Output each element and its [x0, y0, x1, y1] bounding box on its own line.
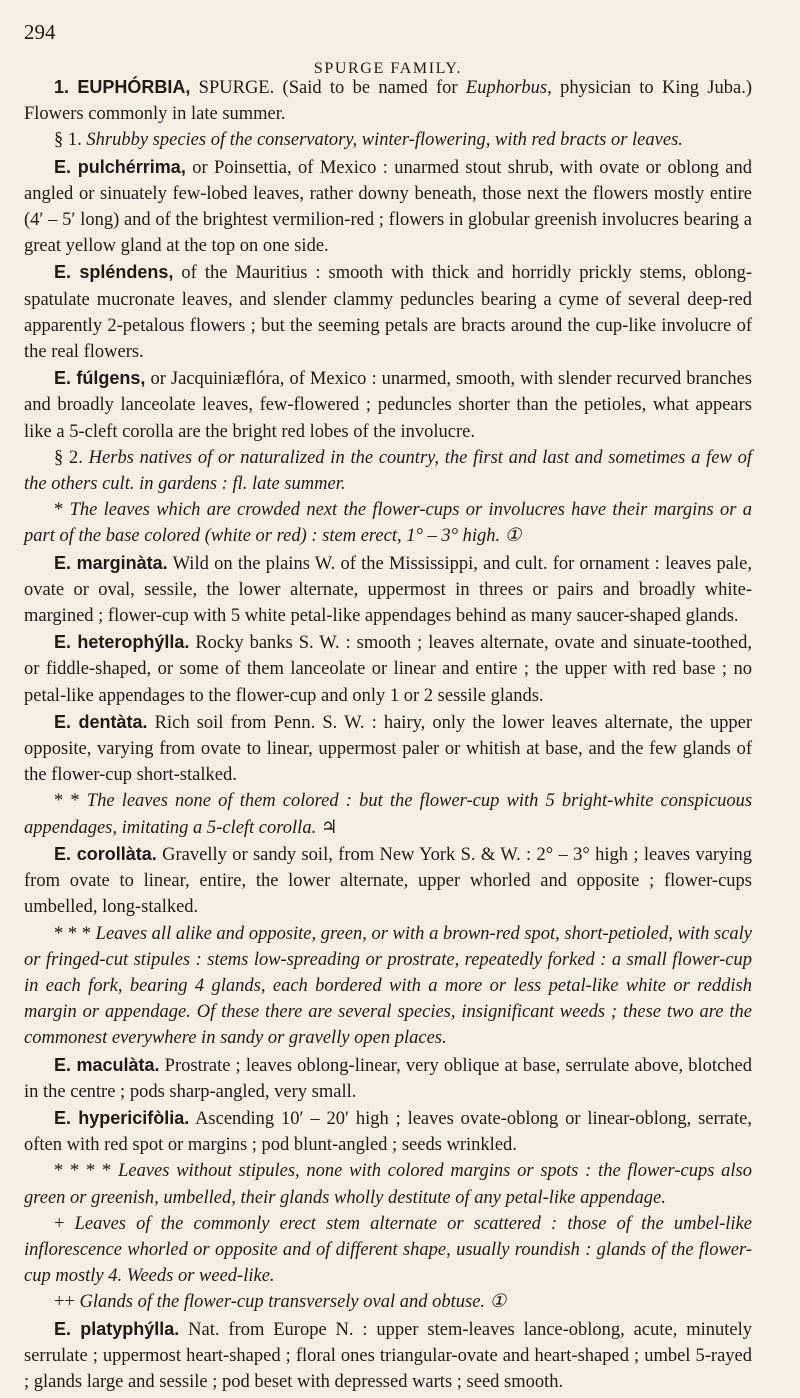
species-name: E. heterophýlla. [54, 632, 190, 653]
group-text: The leaves which are crowded next the flower-cups or involucres have their margins or a part of the base colored (white or red) : stem erect, 1° – 3° high. ① [24, 500, 752, 547]
species-name: E. platyphýlla. [54, 1318, 180, 1339]
species-entry [24, 841, 752, 921]
group-mark: ++ [54, 1292, 75, 1313]
genus-number: 1. [54, 77, 70, 97]
section-label: § 1. [54, 130, 82, 151]
group-text: Leaves without stipules, none with colored margins or spots : the flower-cups also green or greenish, umbelled, their glands wholly destitute of any petal-like appendage. [24, 1161, 753, 1208]
group-text: Glands of the flower-cup transversely oval and obtuse. ① [74, 1292, 507, 1313]
species-description: Gravelly or sandy soil, from New York S. & W. : 2° – 3° high ; leaves varying from ovate to linear, entire, the lower alternate, upper whorled and opposite ; flower-cups umbelled, long-stalked. [24, 844, 752, 918]
body-text [24, 74, 752, 1395]
species-name: E. corollàta. [54, 843, 157, 864]
group-text: Leaves of the commonly erect stem alternate or scattered : those of the umbel-like inflorescence whorled or opposite and of different shape, usually roundish : glands of the flower-cup mostly 4. Weeds or weed-like. [24, 1213, 752, 1287]
genus-entry [24, 74, 752, 127]
group-heading [24, 1211, 752, 1290]
group-mark: * * [54, 791, 80, 812]
species-entry [24, 1105, 752, 1158]
page-number: 294 [24, 20, 56, 44]
section-heading-1 [24, 127, 752, 153]
species-description: Wild on the plains W. of the Mississippi, and cult. for ornament : leaves pale, ovate or oval, sessile, the lower alternate, uppermost in threes or pairs and broadly white-margined ; flower-cup with 5 white petal-like appendages behind as many saucer-shaped glands. [24, 553, 752, 627]
species-name: E. marginàta. [54, 552, 168, 573]
group-heading [24, 921, 752, 1052]
genus-text-c: , physician to King Juba.) Flowers commonly in late summer. [24, 78, 752, 125]
section-text: Herbs natives of or naturalized in the country, the first and last and sometimes a few of the others cult. in gardens : fl. late summer. [24, 447, 752, 495]
species-name: E. hypericifòlia. [54, 1107, 190, 1128]
species-entry [24, 709, 752, 789]
page-header [24, 18, 752, 77]
species-entry [24, 550, 752, 630]
group-text: The leaves none of them colored : but the flower-cup with 5 bright-white conspicuous appendages, imitating a 5-cleft corolla. ♃ [24, 791, 753, 838]
species-description: Ascending 10′ – 20′ high ; leaves ovate-oblong or linear-oblong, serrate, often with red spot or margins ; pod blunt-angled ; seeds wrinkled. [24, 1108, 752, 1156]
group-text: Leaves all alike and opposite, green, or with a brown-red spot, short-petioled, with scaly or fringed-cut stipules : stems low-spreading or prostrate, repeatedly forked : a small flower-cup in each fork, bearing 4 glands, each bordered with a more or less petal-like white or reddish margin or appendage. Of these there are several species, insignificant weeds ; these two are the commonest everywhere in sandy or gravelly open places. [24, 923, 753, 1049]
genus-text-a: SPURGE. (Said to be named for [190, 78, 466, 98]
group-heading [24, 1289, 752, 1315]
section-label: § 2. [54, 447, 83, 468]
genus-text-b: Euphorbus [465, 78, 548, 98]
group-mark: * [54, 500, 64, 521]
species-description: or Jacquiniæflóra, of Mexico : unarmed, smooth, with slender recurved branches and broadly lanceolate leaves, few-flowered ; peduncles shorter than the petioles, what appears like a 5-cleft corolla are the bright red lobes of the involucre. [24, 369, 752, 442]
species-entry [24, 154, 752, 260]
species-name: E. fúlgens, [54, 368, 146, 389]
species-description: Prostrate ; leaves oblong-linear, very oblique at base, serrulate above, blotched in the centre ; pods sharp-angled, very small. [24, 1055, 752, 1102]
species-name: E. dentàta. [54, 711, 148, 732]
group-heading [24, 497, 752, 549]
species-description: Rocky banks S. W. : smooth ; leaves alternate, ovate and sinuate-toothed, or fiddle-shaped, or some of them lanceolate or linear and entire ; the upper with red base ; no petal-like appendages to the flower-cup and only 1 or 2 sessile glands. [24, 633, 752, 706]
group-mark: * * * [54, 923, 92, 944]
species-entry [24, 259, 752, 365]
species-entry [24, 365, 752, 445]
species-name: E. maculàta. [54, 1054, 160, 1075]
group-mark: * * * * [54, 1161, 112, 1182]
species-entry [24, 1316, 752, 1396]
group-mark: + [54, 1213, 65, 1234]
species-description: or Poinsettia, of Mexico : unarmed stout shrub, with ovate or oblong and angled or sinuately few-lobed leaves, rather downy beneath, those next the flowers mostly entire (4′ – 5′ long) and of the brightest vermilion-red ; flowers in globular greenish involucres bearing a great yellow gland at the top on one side. [24, 157, 752, 257]
genus-name: EUPHÓRBIA, [77, 77, 191, 97]
species-entry [24, 629, 752, 709]
group-heading [24, 788, 752, 840]
species-description: Nat. from Europe N. : upper stem-leaves lance-oblong, acute, minutely serrulate ; uppermost heart-shaped ; floral ones triangular-ovate and heart-shaped ; umbel 5-rayed ; glands large and sessile ; pod beset with depressed warts ; seed smooth. [24, 1319, 752, 1392]
species-description: Rich soil from Penn. S. W. : hairy, only the lower leaves alternate, the upper opposite, varying from ovate to linear, uppermost paler or whitish at base, and the few glands of the flower-cup short-stalked. [24, 712, 752, 786]
species-entry [24, 1052, 752, 1105]
section-heading-2 [24, 445, 752, 497]
section-text: Shrubby species of the conservatory, winter-flowering, with red bracts or leaves. [81, 130, 683, 151]
group-heading [24, 1158, 752, 1210]
species-name: E. pulchérrima, [54, 156, 186, 177]
species-description: of the Mauritius : smooth with thick and horridly prickly stems, oblong-spatulate mucronate leaves, and slender clammy peduncles bearing a cyme of several deep-red apparently 2-petalous flowers ; but the seeming petals are bracts around the cup-like involucre of the real flowers. [24, 263, 752, 363]
running-head: SPURGE FAMILY. [313, 60, 463, 77]
species-name: E. spléndens, [54, 262, 174, 283]
